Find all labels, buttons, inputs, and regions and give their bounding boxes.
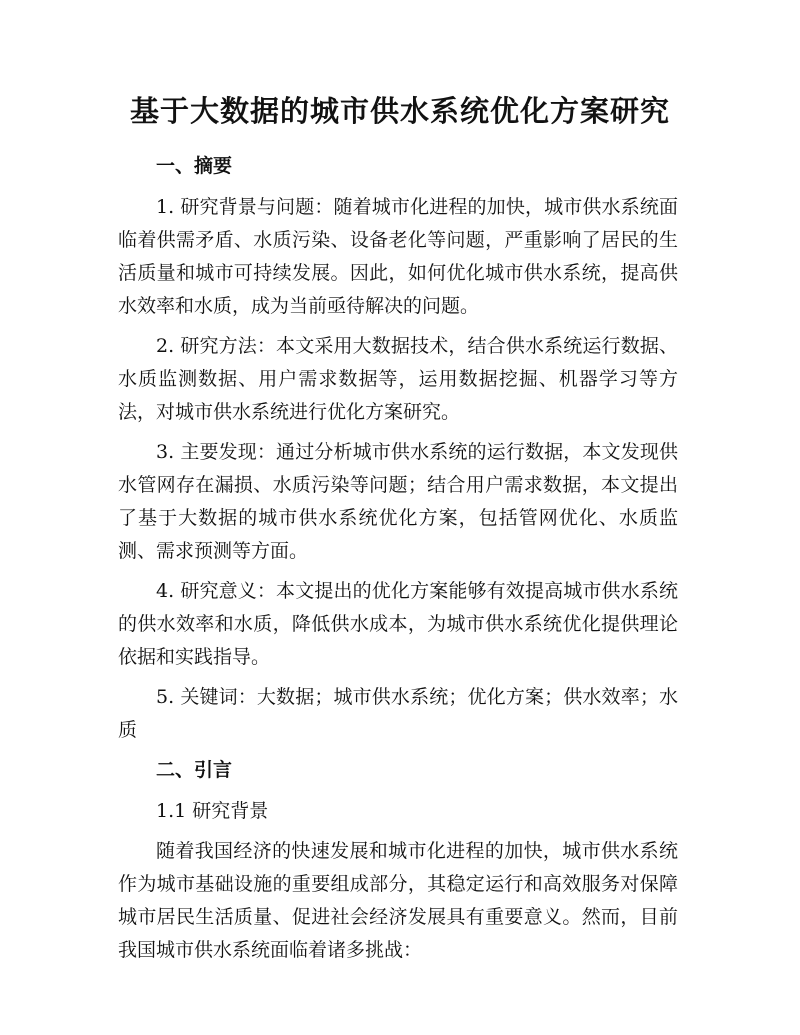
document-body xyxy=(118,150,678,974)
abstract-paragraph-significance: 4. 研究意义：本文提出的优化方案能够有效提高城市供水系统的供水效率和水质，降低供水成本，为城市供水系统优化提供理论依据和实践指导。 xyxy=(118,580,678,668)
abstract-paragraph-background: 1. 研究背景与问题：随着城市化进程的加快，城市供水系统面临着供需矛盾、水质污染、设备老化等问题，严重影响了居民的生活质量和城市可持续发展。因此，如何优化城市供水系统，提高供水效率和水质，成为当前亟待解决的问题。 xyxy=(118,196,678,317)
section-heading-introduction: 二、引言 xyxy=(156,759,233,781)
document-title: 基于大数据的城市供水系统优化方案研究 xyxy=(129,94,670,128)
introduction-paragraph: 随着我国经济的快速发展和城市化进程的加快，城市供水系统作为城市基础设施的重要组成部分，其稳定运行和高效服务对保障城市居民生活质量、促进社会经济发展具有重要意义。然而，目前我国城市供水系统面临着诸多挑战： xyxy=(118,840,678,961)
abstract-paragraph-findings: 3. 主要发现：通过分析城市供水系统的运行数据，本文发现供水管网存在漏损、水质污染等问题；结合用户需求数据，本文提出了基于大数据的城市供水系统优化方案，包括管网优化、水质监测、需求预测等方面。 xyxy=(118,441,678,562)
abstract-paragraph-method: 2. 研究方法：本文采用大数据技术，结合供水系统运行数据、水质监测数据、用户需求数据等，运用数据挖掘、机器学习等方法，对城市供水系统进行优化方案研究。 xyxy=(118,335,678,423)
section-heading-abstract: 一、摘要 xyxy=(156,155,233,177)
abstract-paragraph-keywords: 5. 关键词：大数据；城市供水系统；优化方案；供水效率；水质 xyxy=(118,686,678,741)
subsection-heading-background: 1.1 研究背景 xyxy=(156,800,269,822)
